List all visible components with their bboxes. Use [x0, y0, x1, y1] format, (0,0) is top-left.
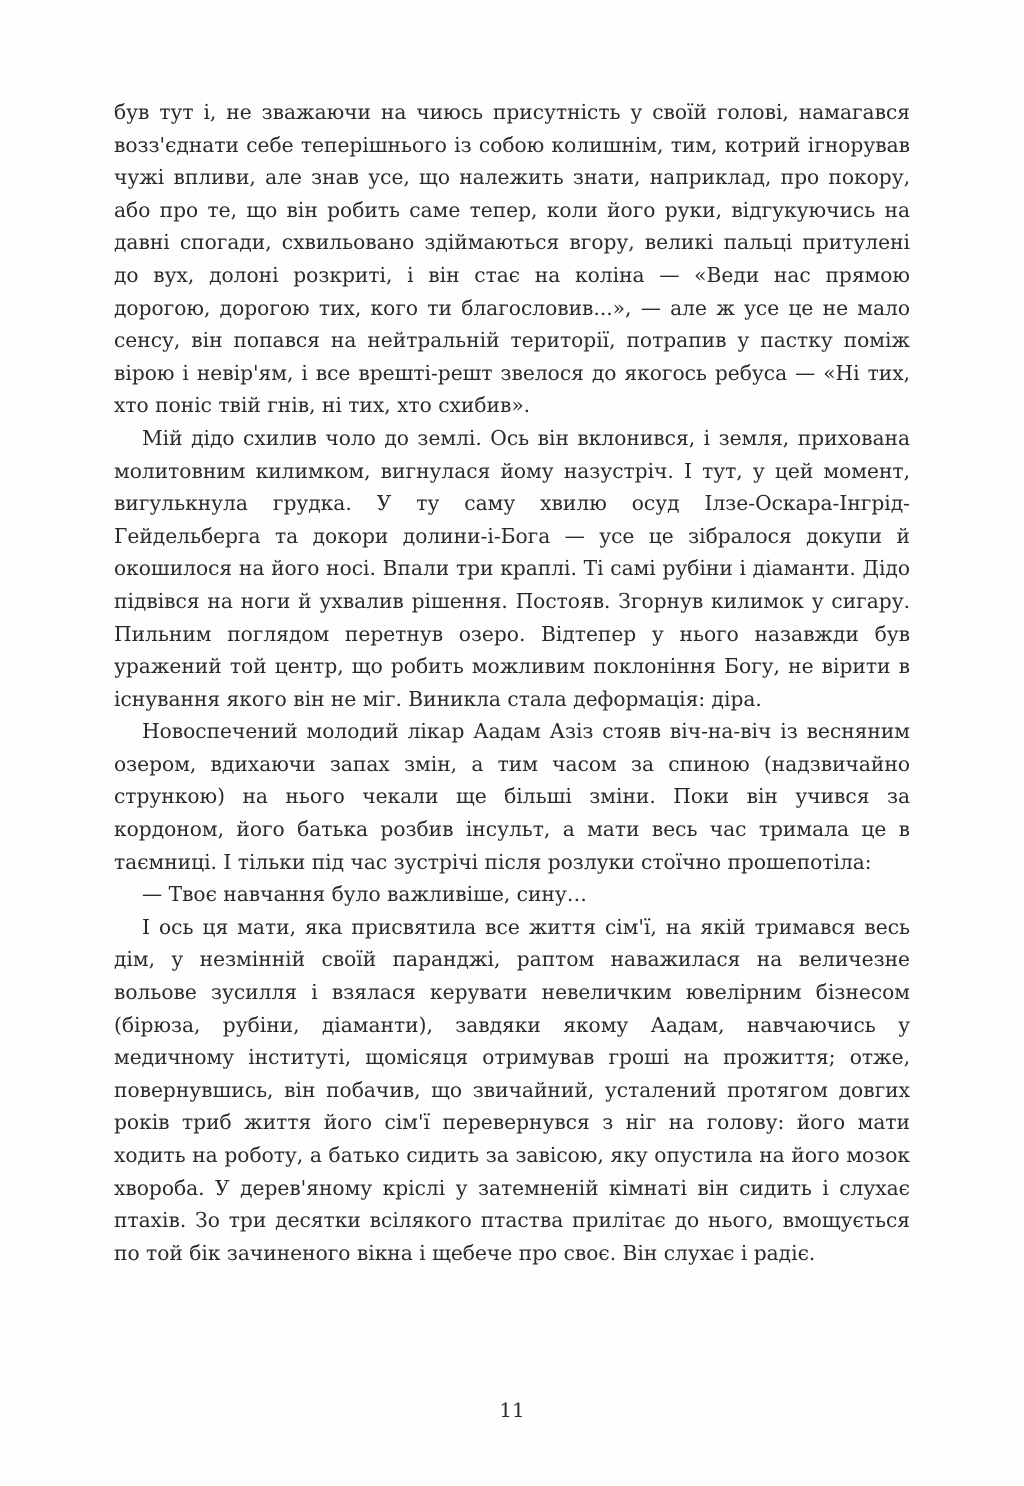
paragraph-4: — Твоє навчання було важливіше, сину… [142, 882, 587, 907]
paragraph-2: Мій дідо схилив чоло до землі. Ось він вклонився, і земля, прихована молитовним килимком, вигнулася йому назустріч. І тут, у цей момент, вигулькнула грудка. У ту саму хвилю осуд Ілзе-Оскара-Інгрід-Гейдельберга та докори долини-і-Бога — усе це зібралося докупи й окошилося на його носі. Впали три краплі. Ті самі рубіни і діаманти. Дідо підвівся на ноги й ухвалив рішення. Постояв. Згорнув килимок у сигару. Пильним поглядом перетнув озеро. Відтепер у нього назавжди був уражений той центр, що робить можливим поклоніння Богу, не вірити в існування якого він не міг. Виникла стала деформація: діра. [114, 425, 910, 711]
paragraph-3: Новоспечений молодий лікар Аадам Азіз стояв віч-на-віч із весняним озером, вдихаючи запах змін, а тим часом за спиною (надзвичайно стрункою) на нього чекали ще більші зміни. Поки він учився за кордоном, його батька розбив інсульт, а мати весь час тримала це в таємниці. І тільки під час зустрічі після розлуки стоїчно прошепотіла: [114, 719, 910, 874]
paragraph-1: був тут і, не зважаючи на чиюсь присутність у своїй голові, намагався возз'єднати себе теперішнього із собою колишнім, тим, котрий ігнорував чужі впливи, але знав усе, що належить знати, наприклад, про покору, або про те, що він робить саме тепер, коли його руки, відгукуючись на давні спогади, схвильовано здіймаються вгору, великі пальці притулені до вух, долоні розкриті, і він стає на коліна — «Веди нас прямою дорогою, дорогою тих, кого ти благословив...», — але ж усе це не мало сенсу, він попався на нейтральній території, потрапив у пастку поміж вірою і невір'ям, і все врешті-решт звелося до якогось ребуса — «Ні тих, хто поніс твій гнів, ні тих, хто схибив». [114, 100, 910, 418]
paragraph-5: І ось ця мати, яка присвятила все життя сім'ї, на якій тримався весь дім, у незмінній своїй паранджі, раптом наважилася на величезне вольове зусилля і взялася керувати невеличким ювелірним бізнесом (бірюза, рубіни, діаманти), завдяки якому Аадам, навчаючись у медичному інституті, щомісяця отримував гроші на прожиття; отже, повернувшись, він побачив, що звичайний, усталений протягом довгих років триб життя його сім'ї перевернувся з ніг на голову: його мати ходить на роботу, а батько сидить за завісою, яку опустила на його мозок хвороба. У дерев'яному кріслі у затемненій кімнаті він сидить і слухає птахів. Зо три десятки всілякого птаства прилітає до нього, вмощується по той бік зачиненого вікна і щебече про своє. Він слухає і радіє. [114, 914, 910, 1265]
body-text [114, 96, 910, 1269]
page-number: 11 [499, 1398, 525, 1422]
